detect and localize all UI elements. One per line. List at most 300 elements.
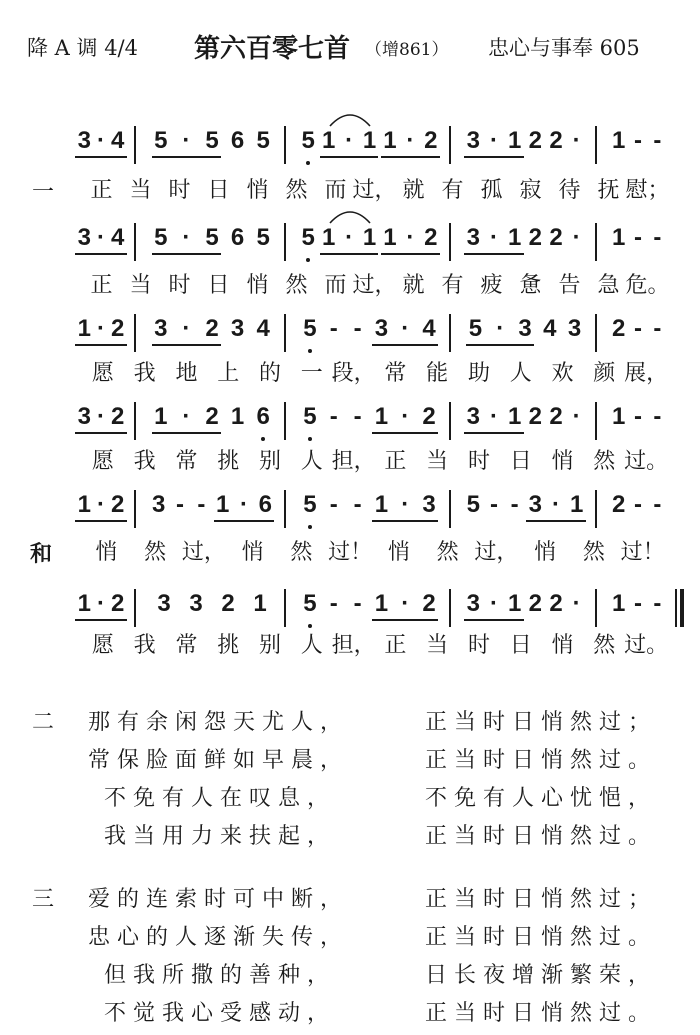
beam-line xyxy=(466,344,534,346)
lyric-char: 慰； xyxy=(625,178,670,203)
note: 2 xyxy=(205,403,219,430)
lyric-char: 时 xyxy=(467,633,490,658)
lyric-char: 悄 xyxy=(534,540,557,565)
note: 5 xyxy=(154,224,168,251)
octave-dot xyxy=(306,161,310,165)
note: 2 xyxy=(528,403,543,430)
lyric-char: 愿 xyxy=(91,449,114,474)
lyric-char: 悄 xyxy=(246,178,269,203)
lyric-char: 日 xyxy=(509,633,532,658)
lyric-char: 能 xyxy=(426,361,449,386)
lyric-char: 时 xyxy=(168,178,191,203)
lyric-char: 有 xyxy=(441,178,464,203)
hymn-title: 第六百零七首 xyxy=(194,34,351,64)
note: 1 xyxy=(77,590,92,617)
lyric-char: 上 xyxy=(217,361,240,386)
note: 2 xyxy=(549,403,563,430)
lyric-char: 的 xyxy=(259,361,282,386)
dot-separator: · xyxy=(97,127,105,154)
lyric-char: 日 xyxy=(509,449,532,474)
verse-line: 那有余闲怨天尤人， xyxy=(88,710,350,735)
note: 5 xyxy=(303,315,317,342)
lyric-char: 别 xyxy=(259,633,282,658)
note: 1 xyxy=(507,403,522,430)
note: 3 xyxy=(466,127,481,154)
lyric-char: 人 xyxy=(300,633,323,658)
dash-note: - xyxy=(353,315,362,342)
dot-separator: · xyxy=(97,403,105,430)
dash-note: - xyxy=(634,491,642,518)
note: 2 xyxy=(110,403,125,430)
barline xyxy=(595,490,597,528)
lyric-char: 悄 xyxy=(246,273,269,298)
dot-separator: · xyxy=(97,315,105,342)
note: 6 xyxy=(230,127,245,154)
note: 1 xyxy=(253,590,267,617)
barline xyxy=(284,314,286,352)
beam-line xyxy=(75,520,126,522)
beam-line xyxy=(152,156,221,158)
note: 4 xyxy=(543,315,557,342)
note: 5 xyxy=(303,491,317,518)
beam-line xyxy=(372,619,438,621)
lyric-char: 我 xyxy=(133,449,156,474)
final-barline xyxy=(675,589,677,627)
note: 1 xyxy=(383,127,397,154)
lyric-char: 过。 xyxy=(624,449,669,474)
note: 4 xyxy=(110,127,125,154)
lyric-char: 当 xyxy=(129,273,152,298)
note: 3 xyxy=(77,403,92,430)
verse-line: 正当时日悄然过。 xyxy=(425,824,658,849)
lyric-char: 寂 xyxy=(519,178,542,203)
lyric-char: 然 xyxy=(436,540,459,565)
octave-dot xyxy=(308,349,312,353)
dot-separator: · xyxy=(552,491,560,518)
beam-line xyxy=(464,253,523,255)
barline xyxy=(595,223,597,261)
lyric-char: 人 xyxy=(300,449,323,474)
dot-separator: · xyxy=(182,127,191,154)
lyric-char: 悄 xyxy=(551,633,574,658)
lyric-char: 过， xyxy=(474,540,519,565)
dot-separator: · xyxy=(401,491,410,518)
lyric-char: 然 xyxy=(593,633,616,658)
dash-note: - xyxy=(653,127,662,154)
barline xyxy=(284,402,286,440)
lyric-char: 悄 xyxy=(241,540,264,565)
barline xyxy=(284,589,286,627)
beam-line xyxy=(152,344,221,346)
dot-separator: · xyxy=(496,315,505,342)
lyric-char: 常 xyxy=(175,633,198,658)
note: 1 xyxy=(507,590,522,617)
lyric-char: 担， xyxy=(331,449,376,474)
note: 1 xyxy=(569,491,584,518)
dash-note: - xyxy=(353,590,362,617)
lyric-char: 助 xyxy=(467,361,490,386)
note: 2 xyxy=(422,590,436,617)
verse-line: 日长夜增渐繁荣， xyxy=(425,963,658,988)
note: 1 xyxy=(77,491,92,518)
barline xyxy=(284,490,286,528)
hymn-subtitle: （增861） xyxy=(365,40,449,60)
note: 1 xyxy=(154,403,168,430)
note: 1 xyxy=(611,590,626,617)
lyric-char: 然 xyxy=(285,273,308,298)
note: 2 xyxy=(110,491,125,518)
note: 3 xyxy=(466,590,481,617)
octave-dot xyxy=(308,437,312,441)
dash-note: - xyxy=(634,127,642,154)
dash-note: - xyxy=(353,403,362,430)
note: 2 xyxy=(549,127,563,154)
dash-note: - xyxy=(653,590,662,617)
lyric-char: 而 xyxy=(324,178,347,203)
lyric-char: 担， xyxy=(331,633,376,658)
dash-note: - xyxy=(634,403,642,430)
dot-separator: · xyxy=(97,590,105,617)
verse-mark-1: 一 xyxy=(32,180,55,205)
lyric-row xyxy=(72,356,677,386)
dot-separator: · xyxy=(97,224,105,251)
beam-line xyxy=(75,253,126,255)
dot-separator: · xyxy=(490,224,498,251)
beam-line xyxy=(75,344,126,346)
dot-separator: · xyxy=(345,224,354,251)
barline xyxy=(134,589,136,627)
note: 1 xyxy=(611,403,626,430)
lyric-char: 时 xyxy=(467,449,490,474)
barline xyxy=(284,126,286,164)
verse-line: 正当时日悄然过。 xyxy=(425,1001,658,1026)
lyric-char: 惫 xyxy=(519,273,542,298)
verse-line: 不免有人在叹息， xyxy=(104,786,337,811)
dot-separator: · xyxy=(572,224,581,251)
beam-line xyxy=(526,520,585,522)
note: 5 xyxy=(468,315,483,342)
note: 1 xyxy=(374,590,389,617)
note: 1 xyxy=(321,127,336,154)
note: 2 xyxy=(424,224,438,251)
lyric-char: 正 xyxy=(384,633,407,658)
dash-note: - xyxy=(329,403,338,430)
lyric-char: 挑 xyxy=(217,449,240,474)
verse-number-2: 二 xyxy=(32,710,55,735)
note: 2 xyxy=(549,590,563,617)
barline xyxy=(449,402,451,440)
note: 4 xyxy=(422,315,436,342)
dot-separator: · xyxy=(182,403,191,430)
beam-line xyxy=(75,156,126,158)
note: 1 xyxy=(383,224,397,251)
octave-dot xyxy=(308,525,312,529)
lyric-char: 展， xyxy=(624,361,669,386)
lyric-char: 常 xyxy=(384,361,407,386)
dash-note: - xyxy=(176,491,184,518)
lyric-char: 过， xyxy=(352,178,397,203)
barline xyxy=(134,314,136,352)
dash-note: - xyxy=(653,315,662,342)
dash-note: - xyxy=(197,491,206,518)
dash-note: - xyxy=(634,590,642,617)
dot-separator: · xyxy=(406,127,415,154)
beam-line xyxy=(152,253,221,255)
beam-line xyxy=(320,253,379,255)
barline xyxy=(134,126,136,164)
note: 5 xyxy=(205,224,219,251)
lyric-char: 然 xyxy=(144,540,167,565)
lyric-char: 危。 xyxy=(625,273,670,298)
note: 3 xyxy=(422,491,436,518)
verse-line: 但我所撒的善种， xyxy=(104,963,337,988)
dash-note: - xyxy=(329,590,338,617)
lyric-char: 当 xyxy=(129,178,152,203)
lyric-char: 地 xyxy=(175,361,198,386)
lyric-char: 挑 xyxy=(217,633,240,658)
dot-separator: · xyxy=(490,403,498,430)
lyric-char: 过， xyxy=(352,273,397,298)
note: 4 xyxy=(110,224,125,251)
dash-note: - xyxy=(634,315,642,342)
lyric-row xyxy=(72,444,677,474)
note: 1 xyxy=(611,127,626,154)
lyric-char: 然 xyxy=(582,540,605,565)
lyric-char: 告 xyxy=(558,273,581,298)
verse-number-3: 三 xyxy=(32,887,55,912)
barline xyxy=(134,223,136,261)
note: 3 xyxy=(518,315,532,342)
lyric-char: 颜 xyxy=(593,361,616,386)
beam-line xyxy=(372,432,438,434)
lyric-char: 过， xyxy=(181,540,226,565)
lyric-char: 愿 xyxy=(91,361,114,386)
lyric-char: 然 xyxy=(285,178,308,203)
note: 1 xyxy=(507,224,522,251)
dot-separator: · xyxy=(572,127,581,154)
lyric-char: 我 xyxy=(133,361,156,386)
notation-row xyxy=(72,128,677,178)
barline xyxy=(449,126,451,164)
barline xyxy=(595,589,597,627)
note: 5 xyxy=(205,127,219,154)
barline xyxy=(595,126,597,164)
dash-note: - xyxy=(490,491,498,518)
note: 2 xyxy=(549,224,563,251)
note: 3 xyxy=(77,127,92,154)
lyric-char: 日 xyxy=(207,273,230,298)
dash-note: - xyxy=(634,224,642,251)
lyric-char: 就 xyxy=(402,178,425,203)
note: 3 xyxy=(466,403,481,430)
lyric-char: 一 xyxy=(300,361,323,386)
dot-separator: · xyxy=(406,224,415,251)
note: 2 xyxy=(110,315,125,342)
dot-separator: · xyxy=(490,127,498,154)
lyric-char: 正 xyxy=(90,273,113,298)
note: 3 xyxy=(151,491,166,518)
note: 5 xyxy=(256,127,270,154)
verse-line: 正当时日悄然过； xyxy=(425,710,658,735)
lyric-char: 人 xyxy=(509,361,532,386)
lyric-char: 过！ xyxy=(620,540,665,565)
lyric-char: 日 xyxy=(207,178,230,203)
beam-line xyxy=(372,520,438,522)
note: 2 xyxy=(221,590,235,617)
barline xyxy=(449,490,451,528)
dot-separator: · xyxy=(240,491,248,518)
octave-dot xyxy=(261,437,265,441)
beam-line xyxy=(372,344,438,346)
note: 1 xyxy=(362,224,377,251)
note: 2 xyxy=(528,224,543,251)
note: 3 xyxy=(230,315,245,342)
lyric-row xyxy=(72,535,677,565)
lyric-char: 过！ xyxy=(328,540,373,565)
beam-line xyxy=(381,253,440,255)
note: 1 xyxy=(362,127,377,154)
beam-line xyxy=(75,432,126,434)
beam-line xyxy=(464,156,523,158)
dash-note: - xyxy=(653,491,662,518)
note: 1 xyxy=(611,224,626,251)
verse-line: 忠心的人逐渐失传， xyxy=(88,925,350,950)
note: 5 xyxy=(154,127,168,154)
note: 6 xyxy=(258,491,273,518)
note: 1 xyxy=(230,403,245,430)
book-reference: 忠心与事奉 605 xyxy=(488,36,640,60)
lyric-char: 愿 xyxy=(91,633,114,658)
tie-arc xyxy=(328,205,372,225)
lyric-char: 正 xyxy=(384,449,407,474)
lyric-char: 孤 xyxy=(480,178,503,203)
dot-separator: · xyxy=(572,403,581,430)
verse-line: 正当时日悄然过。 xyxy=(425,748,658,773)
note: 2 xyxy=(424,127,438,154)
beam-line xyxy=(381,156,440,158)
dot-separator: · xyxy=(572,590,581,617)
dot-separator: · xyxy=(490,590,498,617)
lyric-char: 段， xyxy=(331,361,376,386)
lyric-row xyxy=(72,268,677,298)
beam-line xyxy=(75,619,126,621)
note: 3 xyxy=(154,315,168,342)
note: 3 xyxy=(77,224,92,251)
tie-arc xyxy=(328,108,372,128)
barline xyxy=(134,490,136,528)
dot-separator: · xyxy=(401,315,410,342)
note: 1 xyxy=(321,224,336,251)
dash-note: - xyxy=(353,491,362,518)
beam-line xyxy=(214,520,275,522)
lyric-row xyxy=(72,628,677,658)
key-signature: 降 A 调 4/4 xyxy=(27,36,138,60)
lyric-char: 欢 xyxy=(551,361,574,386)
note: 2 xyxy=(422,403,436,430)
lyric-row xyxy=(72,173,677,203)
barline xyxy=(284,223,286,261)
lyric-char: 而 xyxy=(324,273,347,298)
verse-line: 正当时日悄然过。 xyxy=(425,925,658,950)
beam-line xyxy=(464,619,523,621)
lyric-char: 正 xyxy=(90,178,113,203)
verse-line: 不免有人心忧悒， xyxy=(425,786,658,811)
lyric-char: 常 xyxy=(175,449,198,474)
barline xyxy=(595,402,597,440)
lyric-char: 疲 xyxy=(480,273,503,298)
dash-note: - xyxy=(653,403,662,430)
note: 5 xyxy=(256,224,270,251)
barline xyxy=(134,402,136,440)
barline xyxy=(449,314,451,352)
barline xyxy=(449,589,451,627)
lyric-char: 就 xyxy=(402,273,425,298)
lyric-char: 我 xyxy=(133,633,156,658)
note: 6 xyxy=(256,403,270,430)
lyric-char: 待 xyxy=(558,178,581,203)
dot-separator: · xyxy=(182,315,191,342)
note: 3 xyxy=(374,315,389,342)
verse-line: 我当用力来扶起， xyxy=(104,824,337,849)
lyric-char: 悄 xyxy=(551,449,574,474)
lyric-char: 急 xyxy=(597,273,620,298)
note: 3 xyxy=(189,590,203,617)
final-barline xyxy=(680,589,684,627)
dot-separator: · xyxy=(401,403,410,430)
lyric-char: 过。 xyxy=(624,633,669,658)
lyric-char: 有 xyxy=(441,273,464,298)
lyric-char: 当 xyxy=(426,449,449,474)
dash-note: - xyxy=(653,224,662,251)
lyric-char: 然 xyxy=(593,449,616,474)
note: 3 xyxy=(157,590,171,617)
verse-line: 正当时日悄然过； xyxy=(425,887,658,912)
note: 3 xyxy=(528,491,543,518)
dot-separator: · xyxy=(345,127,354,154)
lyric-char: 悄 xyxy=(95,540,118,565)
dot-separator: · xyxy=(401,590,410,617)
note: 5 xyxy=(466,491,481,518)
note: 1 xyxy=(215,491,230,518)
verse-line: 不觉我心受感动， xyxy=(104,1001,337,1026)
note: 2 xyxy=(110,590,125,617)
note: 6 xyxy=(230,224,245,251)
note: 2 xyxy=(205,315,219,342)
dot-separator: · xyxy=(182,224,191,251)
note: 1 xyxy=(77,315,92,342)
lyric-char: 悄 xyxy=(387,540,410,565)
note: 3 xyxy=(466,224,481,251)
note: 5 xyxy=(301,127,315,154)
beam-line xyxy=(464,432,523,434)
note: 1 xyxy=(374,491,389,518)
lyric-char: 别 xyxy=(259,449,282,474)
dot-separator: · xyxy=(97,491,105,518)
note: 5 xyxy=(303,403,317,430)
beam-line xyxy=(320,156,379,158)
note: 3 xyxy=(567,315,582,342)
note: 5 xyxy=(301,224,315,251)
note: 1 xyxy=(507,127,522,154)
note: 4 xyxy=(256,315,270,342)
lyric-char: 然 xyxy=(290,540,313,565)
lyric-char: 抚 xyxy=(597,178,620,203)
barline xyxy=(449,223,451,261)
note: 2 xyxy=(611,315,626,342)
note: 1 xyxy=(374,403,389,430)
verse-line: 常保脸面鲜如早晨， xyxy=(88,748,350,773)
note: 5 xyxy=(303,590,317,617)
